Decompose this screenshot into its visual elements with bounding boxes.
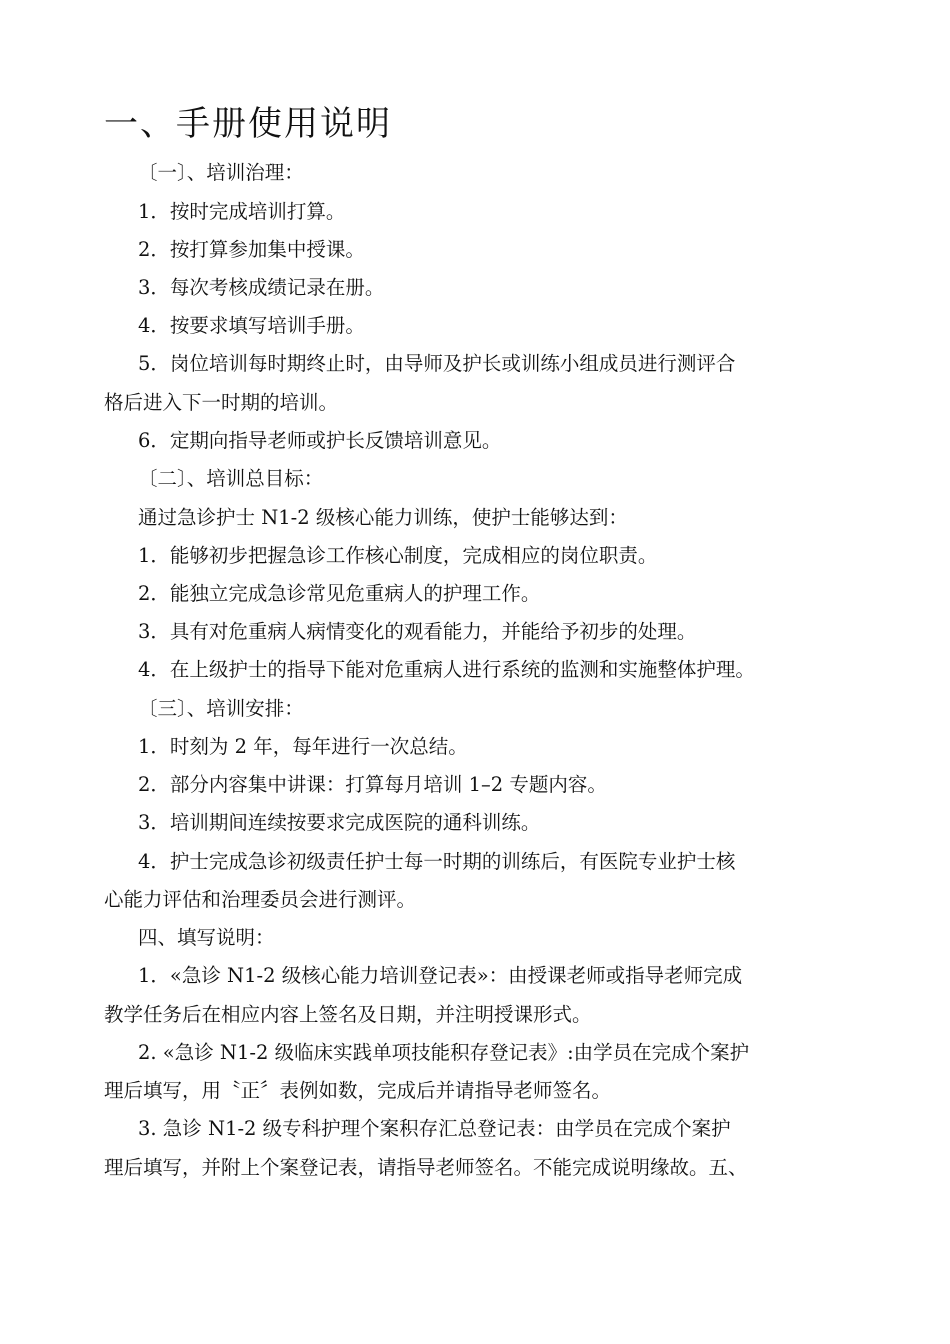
paragraph-line: 3．培训期间连续按要求完成医院的通科训练。 [138,811,541,834]
paragraph-line: 通过急诊护士 N1-2 级核心能力训练，使护士能够达到： [138,506,628,529]
paragraph-line: 理后填写，并附上个案登记表，请指导老师签名。不能完成说明缘故。五、 [104,1156,748,1179]
paragraph-line: 1．«急诊 N1-2 级核心能力培训登记表»：由授课老师或指导老师完成 [138,964,743,987]
paragraph-line: 4．按要求填写培训手册。 [138,314,365,337]
paragraph-line: 2．按打算参加集中授课。 [138,238,365,261]
section-heading-1: 〔一〕、培训治理： [138,161,304,184]
paragraph-line: 2．能独立完成急诊常见危重病人的护理工作。 [138,582,541,605]
paragraph-line: 教学任务后在相应内容上签名及日期，并注明授课形式。 [104,1003,592,1026]
page-title: 一、手册使用说明 [104,104,392,144]
paragraph-line: 4．在上级护士的指导下能对危重病人进行系统的监测和实施整体护理。 [138,658,755,681]
paragraph-line: 3．具有对危重病人病情变化的观看能力，并能给予初步的处理。 [138,620,697,643]
paragraph-line: 6．定期向指导老师或护长反馈培训意见。 [138,429,502,452]
paragraph-line: 心能力评估和治理委员会进行测评。 [104,888,417,911]
paragraph-line: 2. «急诊 N1-2 级临床实践单项技能积存登记表》:由学员在完成个案护 [138,1041,750,1064]
paragraph-line: 3．每次考核成绩记录在册。 [138,276,385,299]
paragraph-line: 4．护士完成急诊初级责任护士每一时期的训练后，有医院专业护士核 [138,850,736,873]
paragraph-line: 1．按时完成培训打算。 [138,200,346,223]
paragraph-line: 3. 急诊 N1-2 级专科护理个案积存汇总登记表：由学员在完成个案护 [138,1117,731,1140]
paragraph-line: 格后进入下一时期的培训。 [104,391,339,414]
paragraph-line: 1．能够初步把握急诊工作核心制度，完成相应的岗位职责。 [138,544,658,567]
paragraph-line: 2．部分内容集中讲课：打算每月培训 1–2 专题内容。 [138,773,607,796]
paragraph-line: 1．时刻为 2 年，每年进行一次总结。 [138,735,468,758]
section-heading-3: 〔三〕、培训安排： [138,697,304,720]
paragraph-line: 5．岗位培训每时期终止时，由导师及护长或训练小组成员进行测评合 [138,352,736,375]
section-heading-4: 四、填写说明： [138,926,275,949]
paragraph-line: 理后填写，用〝正〞表例如数，完成后并请指导老师签名。 [104,1079,612,1102]
section-heading-2: 〔二〕、培训总目标： [138,467,324,490]
